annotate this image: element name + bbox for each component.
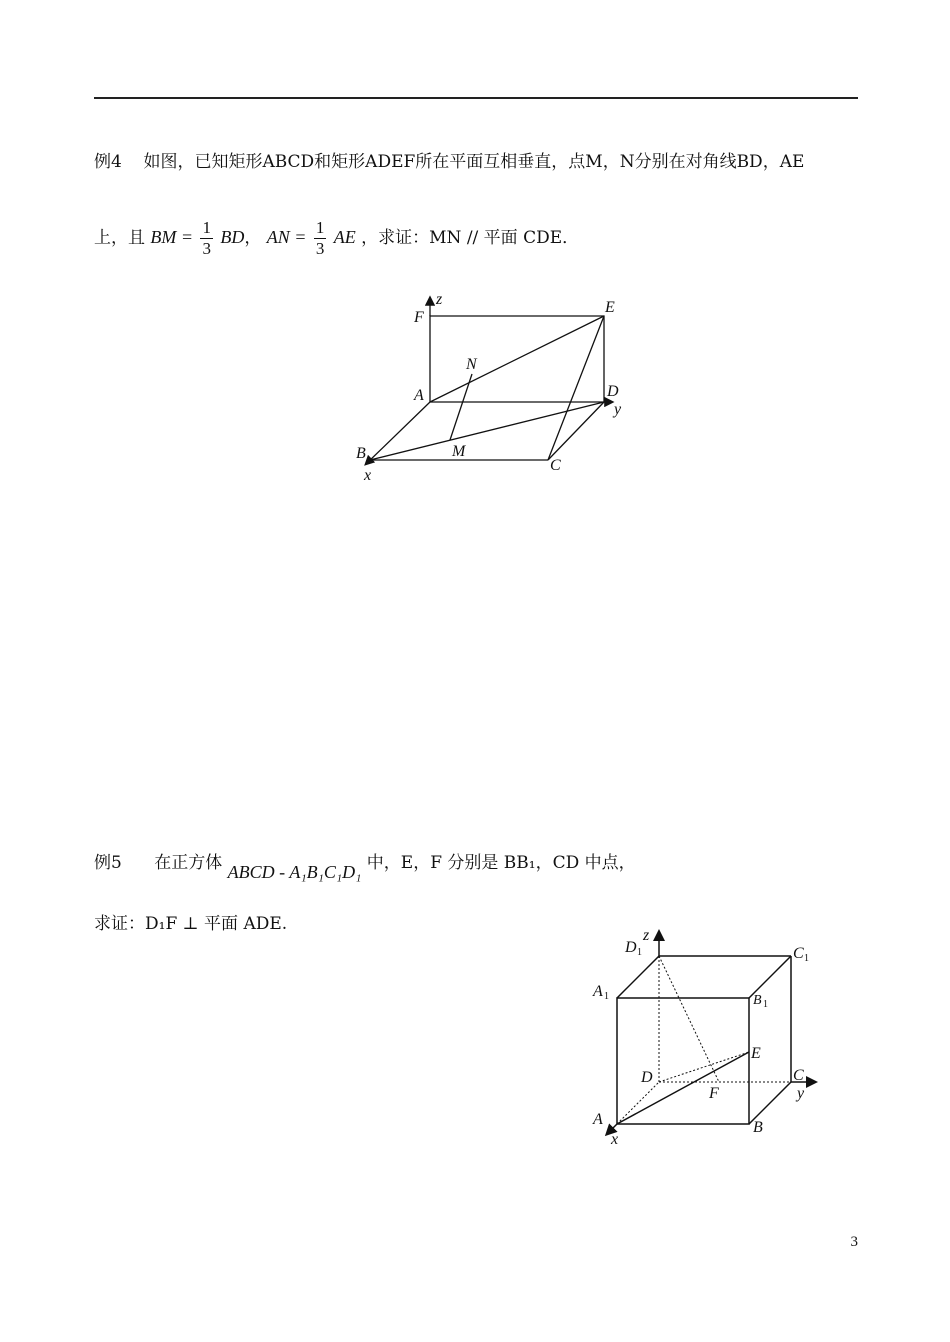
label-A: A bbox=[593, 1111, 603, 1128]
label-y: y bbox=[614, 401, 622, 418]
example-4-line-2: 上，且 BM = $\frac{1}{3}$ BD， AN = $\frac{1}{3}$ AE ，求证：MN // 平面 CDE． bbox=[94, 218, 580, 258]
label-D1: D bbox=[625, 939, 637, 956]
label-N: N bbox=[466, 356, 477, 373]
page-number: 3 bbox=[850, 1234, 858, 1250]
label-C: C bbox=[550, 457, 561, 474]
svg-text:1: 1 bbox=[604, 991, 609, 1002]
example-4-prefix: 上，且 bbox=[94, 228, 145, 248]
label-E: E bbox=[751, 1045, 761, 1062]
label-z: z bbox=[436, 291, 443, 308]
label-C: C bbox=[793, 1067, 804, 1084]
label-M: M bbox=[452, 443, 466, 460]
an-rhs: AE bbox=[333, 227, 356, 247]
label-D: D bbox=[641, 1069, 653, 1086]
label-F: F bbox=[709, 1085, 719, 1102]
label-A1: A bbox=[593, 983, 603, 1000]
cube-name: ABCD - A₁B₁C₁D₁ bbox=[227, 862, 362, 882]
fraction-one-third-an: $\frac{1}{3}$ bbox=[315, 218, 325, 258]
example-4-statement: 如图，已知矩形ABCD和矩形ADEF所在平面互相垂直，点M，N分别在对角线BD，AE bbox=[143, 152, 805, 172]
example-5-suffix: 中，E，F 分别是 BB₁，CD 中点， bbox=[366, 853, 636, 873]
label-E: E bbox=[605, 299, 615, 316]
example-5-label: 例5 bbox=[94, 853, 122, 873]
label-z: z bbox=[643, 927, 650, 944]
label-x: x bbox=[611, 1131, 619, 1148]
example-4-figure bbox=[350, 290, 640, 490]
label-B: B bbox=[753, 1119, 763, 1136]
svg-text:1: 1 bbox=[637, 947, 642, 958]
label-B: B bbox=[356, 445, 366, 462]
bm-lhs: BM = bbox=[150, 227, 194, 247]
example-5-line-2 bbox=[94, 912, 287, 936]
label-D: D bbox=[607, 383, 619, 400]
example-5-figure bbox=[585, 920, 835, 1150]
svg-text:1: 1 bbox=[763, 999, 768, 1010]
example-4-suffix: ，求证：MN // 平面 CDE． bbox=[361, 228, 580, 248]
label-B1: B bbox=[753, 993, 762, 1008]
label-A: A bbox=[414, 387, 424, 404]
an-lhs: AN = bbox=[266, 227, 307, 247]
fraction-one-third-bm: $\frac{1}{3}$ bbox=[202, 218, 211, 258]
bm-rhs: BD bbox=[220, 227, 245, 247]
example-4-label: 例4 bbox=[94, 152, 122, 172]
example-5-line-1 bbox=[94, 850, 636, 882]
svg-text:1: 1 bbox=[804, 953, 809, 964]
label-C1: C bbox=[793, 945, 804, 962]
label-y: y bbox=[797, 1085, 805, 1102]
example-5-prefix: 在正方体 bbox=[154, 853, 223, 873]
label-F: F bbox=[414, 309, 424, 326]
header-rule bbox=[94, 97, 858, 99]
example-4-line-1 bbox=[94, 150, 804, 174]
example-5-prove: 求证：D₁F ⊥ 平面 ADE. bbox=[94, 914, 288, 934]
label-x: x bbox=[364, 467, 372, 484]
